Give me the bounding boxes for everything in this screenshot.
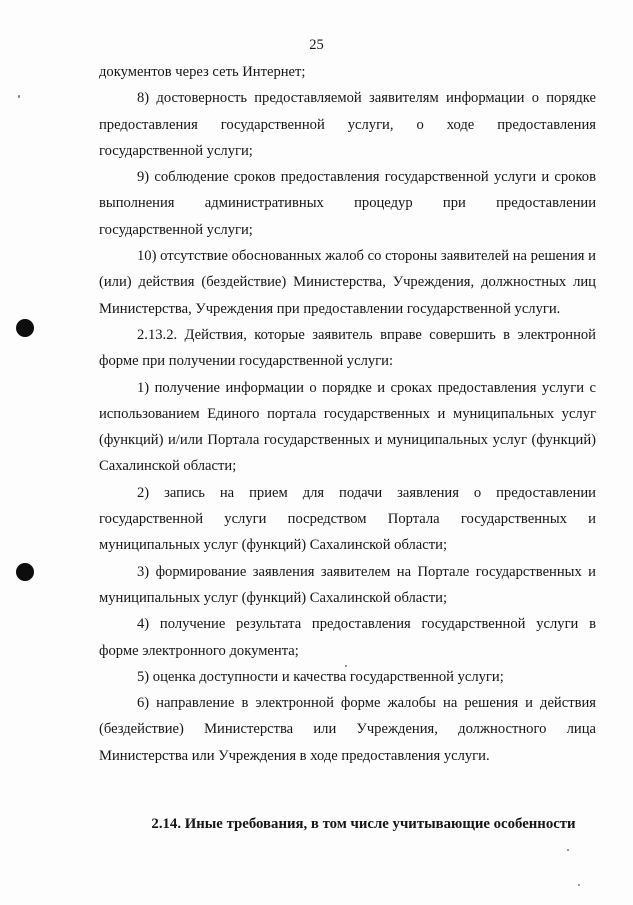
punch-hole-mark	[16, 319, 34, 337]
paragraph-action-6: 6) направление в электронной форме жалобы на решения и действия (бездействие) Министерства или Учреждения, должностного лица Министерства или Учреждения в ходе предоставления услуги.	[99, 695, 596, 764]
paragraph-action-1: 1) получение информации о порядке и сроках предоставления услуги с использованием Единого портала государственных и муниципальных услуг (функций) и/или Портала государственных и муниципальных услуг (функций) Сахалинской области;	[99, 379, 596, 475]
paragraph-continuation: документов через сеть Интернет;	[99, 64, 306, 80]
paragraph-item-9: 9) соблюдение сроков предоставления государственной услуги и сроков выполнения административных процедур при предоставлении государственной услуги;	[99, 169, 596, 238]
paragraph-item-10: 10) отсутствие обоснованных жалоб со стороны заявителей на решения и (или) действия (бездействие) Министерства, Учреждения, должностных лиц Министерства, Учреждения при предоставлении государственной услуги.	[99, 248, 596, 317]
paragraph-action-2: 2) запись на прием для подачи заявления о предоставлении государственной услуги посредством Портала государственных и муниципальных услуг (функций) Сахалинской области;	[99, 484, 596, 554]
scan-speck	[567, 849, 569, 851]
paragraph-action-5: 5) оценка доступности и качества государственной услуги;	[137, 668, 504, 685]
body-text	[99, 59, 596, 769]
paragraph-action-3: 3) формирование заявления заявителем на Портале государственных и муниципальных услуг (функций) Сахалинской области;	[99, 563, 596, 606]
scan-speck	[578, 884, 580, 886]
punch-hole-mark	[16, 563, 34, 581]
scan-speck	[345, 665, 347, 667]
page-number: 25	[309, 37, 324, 53]
paragraph-action-4: 4) получение результата предоставления государственной услуги в форме электронного документа;	[99, 616, 596, 659]
paragraph-item-8: 8) достоверность предоставляемой заявителям информации о порядке предоставления государственной услуги, о ходе предоставления государственной услуги;	[99, 90, 596, 159]
scan-speck	[18, 95, 20, 98]
paragraph-section-2-13-2: 2.13.2. Действия, которые заявитель вправе совершить в электронной форме при получении государственной услуги:	[99, 326, 596, 370]
section-heading: 2.14. Иные требования, в том числе учитывающие особенности	[151, 816, 576, 832]
